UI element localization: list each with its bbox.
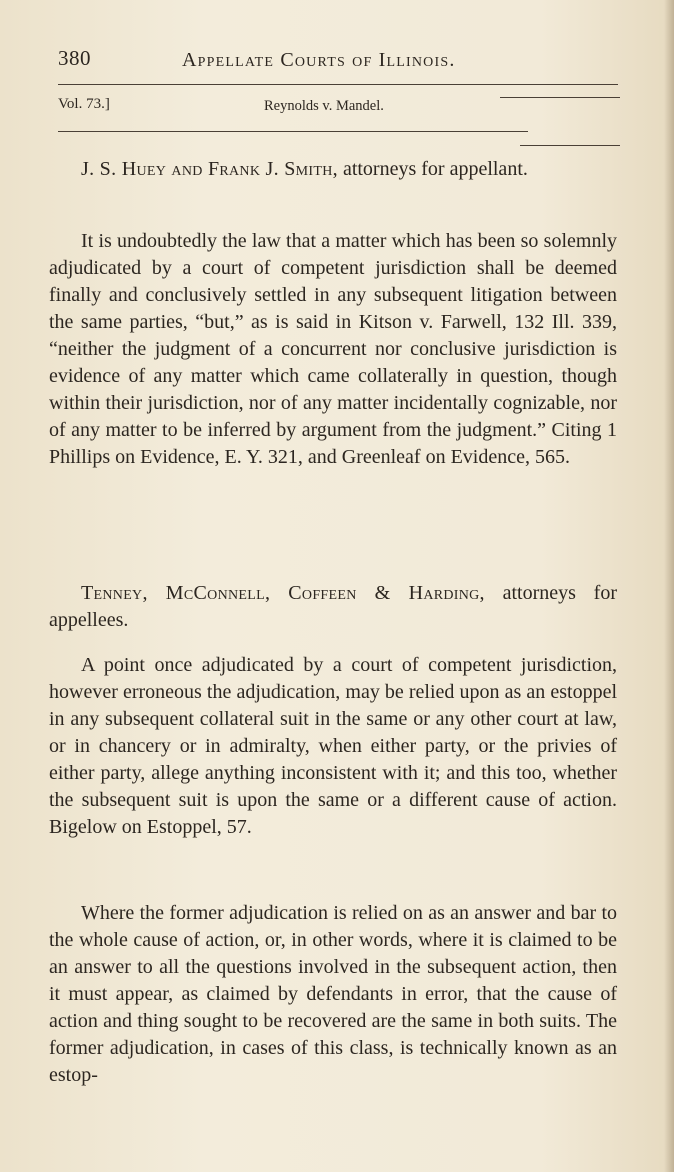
appellees-argument-2: Where the former adjudication is relied on as an answer and bar to the whole cause of action, or, in other words, where it is claimed to be an answer to all the questions involved in the subsequent action, then it must appear, as claimed by defendants in error, that the cause of action and thing sought to be recovered are the same in both suits. The former adjudication, in cases of this class, is technically known as an estop- (49, 902, 617, 1086)
attorney-role: attorneys for appellant. (337, 158, 528, 180)
attorney-names: Tenney, McConnell, Coffeen & Harding, (81, 582, 485, 604)
header-rule-bottom (58, 131, 528, 132)
attorney-role: attorneys for appellees. (49, 582, 617, 631)
book-title: Appellate Courts of Illinois. (182, 49, 456, 71)
page-edge-shadow (664, 0, 674, 1172)
header-rule-bottom-right (520, 145, 620, 146)
case-name: Reynolds v. Mandel. (264, 98, 384, 114)
attorneys-for-appellees (49, 580, 617, 634)
header-rule-top (58, 84, 618, 85)
volume-label: Vol. 73.] (58, 96, 110, 112)
appellant-argument: It is undoubtedly the law that a matter which has been so solemnly adjudicated by a court of competent jurisdiction shall be deemed finally and conclusively settled in any subsequent litigation between the same parties, “but,” as is said in Kitson v. Farwell, 132 Ill. 339, “neither the judgment of a concurrent nor conclusive jurisdiction is evidence of any matter which came collaterally in question, though within their jurisdiction, nor of any matter incidentally cognizable, nor of any matter to be inferred by argument from the judgment.” Citing 1 Phillips on Evidence, E. Y. 321, and Greenleaf on Evidence, 565. (49, 230, 617, 468)
page-number: 380 (58, 46, 91, 70)
attorneys-for-appellant (49, 156, 617, 183)
appellees-argument-1: A point once adjudicated by a court of competent jurisdiction, however erroneous the adjudication, may be relied upon as an estoppel in any subsequent collateral suit in the same or any other court at law, or in chancery or in admiralty, when either party, or the privies of either party, allege anything inconsistent with it; and this too, whether the subsequent suit is upon the same or a different cause of action. Bigelow on Estoppel, 57. (49, 654, 617, 838)
header-rule-top-right (500, 97, 620, 98)
attorney-names: J. S. Huey and Frank J. Smith, (81, 158, 338, 180)
